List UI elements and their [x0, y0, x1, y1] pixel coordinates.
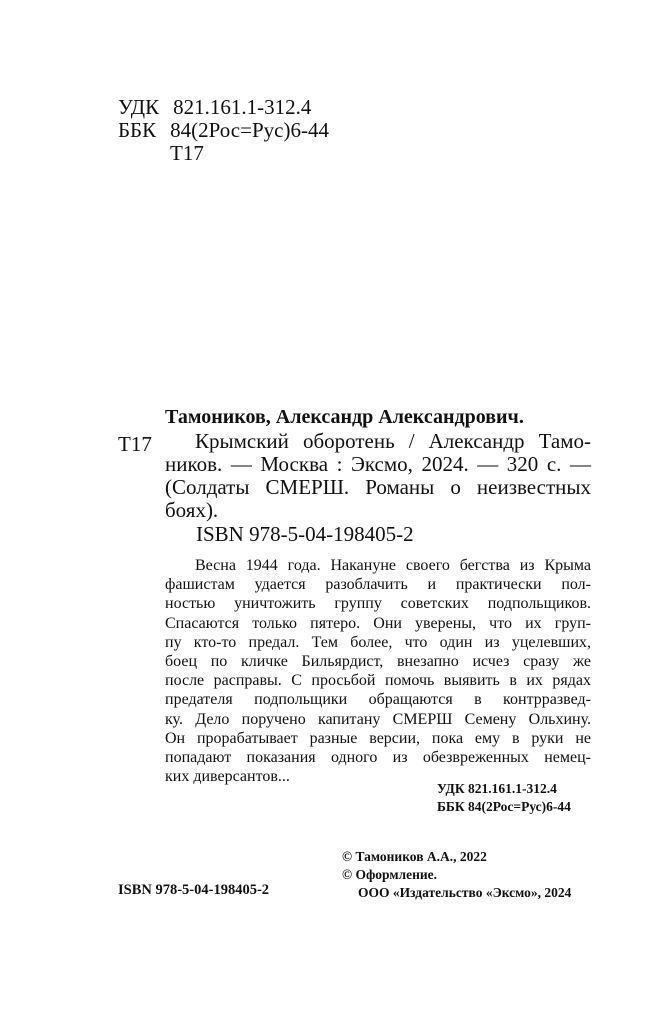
biblio-line: боях).	[165, 498, 219, 522]
biblio-line: ников. — Москва : Эксмо, 2024. — 320 с. —	[165, 452, 591, 476]
bibliographic-description	[165, 430, 591, 522]
biblio-line: (Солдаты СМЕРШ. Романы о неизвестных	[165, 475, 591, 499]
author-mark-row	[118, 142, 329, 165]
bbk-code-bottom: ББК 84(2Рос=Рус)6-44	[437, 799, 571, 814]
author-mark-entry: Т17	[118, 432, 152, 456]
isbn-bottom: ISBN 978-5-04-198405-2	[118, 882, 270, 898]
annotation-line: предателя подпольщики обращаются в контрразвед-	[165, 691, 591, 709]
annotation-line: ку. Дело поручено капитану СМЕРШ Семену Ольхину.	[165, 710, 591, 728]
annotation-line: Весна 1944 года. Накануне своего бегства из Крыма	[195, 557, 591, 574]
annotation-line: пу кто-то предал. Тем более, что один из уцелевших,	[165, 633, 591, 651]
copyright-design: © Оформление.	[342, 867, 438, 882]
biblio-line: Крымский оборотень / Александр Тамо-	[195, 429, 591, 453]
isbn-main: ISBN 978-5-04-198405-2	[196, 522, 414, 546]
classification-codes-bottom	[437, 780, 571, 816]
annotation-line: Он прорабатывает разные версии, пока ему в руки не	[165, 729, 591, 747]
annotation-line: попадают показания одного из обезвреженных немец-	[165, 749, 591, 767]
annotation-line: ностью уничтожить группу советских подпольщиков.	[165, 595, 591, 613]
udk-row	[118, 96, 329, 119]
bbk-row	[118, 119, 329, 142]
udk-code-bottom: УДК 821.161.1-312.4	[437, 781, 557, 796]
annotation-line: фашистам удается разоблачить и практически пол-	[165, 576, 591, 594]
annotation-line: после расправы. С просьбой помочь выявить в их рядах	[165, 672, 591, 690]
udk-label: УДК	[118, 95, 160, 119]
copyright-author: © Тамоников А.А., 2022	[342, 849, 487, 864]
author-heading: Тамоников, Александр Александрович.	[165, 406, 524, 428]
author-mark-top: Т17	[170, 141, 204, 165]
copyright-publisher: ООО «Издательство «Эксмо», 2024	[358, 885, 572, 900]
annotation-line: Спасаются только пятеро. Они уверены, что их груп-	[165, 614, 591, 632]
copyright-block	[342, 848, 571, 902]
classification-block	[118, 96, 329, 165]
annotation-line: боец по кличке Бильярдист, внезапно исчез сразу же	[165, 653, 591, 671]
bbk-label: ББК	[118, 118, 157, 142]
bbk-value: 84(2Рос=Рус)6-44	[170, 118, 329, 142]
udk-value: 821.161.1-312.4	[173, 95, 312, 119]
annotation-line: ких диверсантов...	[165, 768, 290, 786]
annotation	[165, 556, 591, 786]
